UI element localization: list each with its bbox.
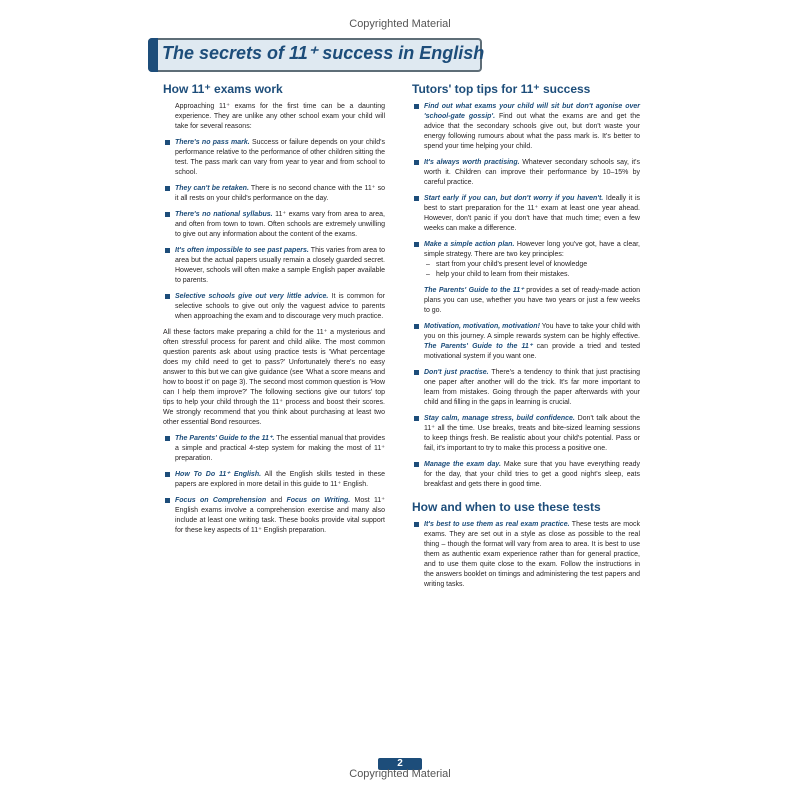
list-item: Start early if you can, but don't worry if you haven't. Ideally it is best to start preparation for the 11⁺ exam at least one year ahead. However, don't panic if you don't have that much time; even a few weeks can make a difference. <box>412 194 640 234</box>
list-item: Stay calm, manage stress, build confidence. Don't talk about the 11⁺ all the time. Use breaks, treats and bite-sized learning sessions to keep things fresh. Be realistic about your child's potential. Pass or fail, it's important to try to make this process a positive one. <box>412 414 640 454</box>
list-item: Focus on Comprehension and Focus on Writing. Most 11⁺ English exams involve a comprehension exercise and many also include at least one writing task. These books provide vital support for these key aspects of 11⁺ English preparation. <box>163 496 385 536</box>
tips-list <box>412 102 640 280</box>
list-item: Manage the exam day. Make sure that you have everything ready for the day, that your child tries to get a good night's sleep, eats breakfast and gets there in good time. <box>412 460 640 490</box>
title-banner-accent <box>148 38 158 72</box>
tips-list-continued <box>412 322 640 490</box>
bullet-square-icon <box>414 324 419 329</box>
right-column <box>412 82 640 596</box>
sublist-item: – help your child to learn from their mistakes. <box>426 271 570 278</box>
copyright-watermark-top: Copyrighted Material <box>349 18 451 30</box>
copyright-watermark-bottom: Copyrighted Material <box>349 768 451 780</box>
bullet-square-icon <box>165 248 170 253</box>
list-item: Motivation, motivation, motivation! You have to take your child with you on this journey. A simple rewards system can be highly effective. The Parents' Guide to the 11⁺ can provide a tried and tested motivational system if you want one. <box>412 322 640 362</box>
intro-paragraph: Approaching 11⁺ exams for the first time can be a daunting experience. They are unlike any other school exam your child will take for several reasons: <box>175 103 385 130</box>
principles-sublist <box>424 260 640 280</box>
list-item: Make a simple action plan. However long you've got, have a clear, simple strategy. There are two key principles: – start from your child's present level of knowledge – help your child to learn from their mistakes. <box>412 240 640 280</box>
list-item: How To Do 11⁺ English. All the English skills tested in these papers are explored in more detail in this guide to 11⁺ English. <box>163 470 385 490</box>
section-heading-tutors-tips: Tutors' top tips for 11⁺ success <box>412 82 591 96</box>
list-item: Find out what exams your child will sit but don't agonise over 'school-gate gossip'. Find out what the exams are and get the advice that the secondary schools give out, but don't waste your energy following rumours about what the pass mark is. It's better to spend your time helping your child. <box>412 102 640 152</box>
section-heading-how-exams-work: How 11⁺ exams work <box>163 82 283 96</box>
bullet-square-icon <box>414 104 419 109</box>
left-column <box>163 82 385 542</box>
parents-guide-paragraph: The Parents' Guide to the 11⁺ provides a set of ready-made action plans you can use, whether you have two years or just a few weeks to go. <box>424 287 641 314</box>
bullet-square-icon <box>414 242 419 247</box>
bullet-square-icon <box>165 498 170 503</box>
reasons-list <box>163 138 385 322</box>
list-item: It's always worth practising. Whatever secondary schools say, it's worth it. Children can improve their performance by 10–15% by careful practice. <box>412 158 640 188</box>
bullet-square-icon <box>414 370 419 375</box>
list-item: Don't just practise. There's a tendency to think that just practising one paper after another will do the trick. It's far more important to learn from mistakes. Going through the paper afterwards with your child and filling in the gaps in learning is crucial. <box>412 368 640 408</box>
list-item: There's no national syllabus. 11⁺ exams vary from area to area, and often from town to town. Often schools are extremely unwilling to give out any information about the content of the exams. <box>163 210 385 240</box>
list-item: Selective schools give out very little advice. It is common for selective schools to give out only the vaguest advice to parents when approaching the exam and to discourage very much practice. <box>163 292 385 322</box>
summary-paragraph: All these factors make preparing a child for the 11⁺ a mysterious and often stressful process for parent and child alike. The most common question parents ask about using practice tests is 'What percentage does my child need to get to pass?' Unfortunately there's no easy answer to this but we can give guidance (see 'What a score means and how to boost it' on page 3). The second most common question is 'How can I help them improve?' The following sections give our tutors' top tips to help your child through the 11⁺ process and boost their scores. We strongly recommend that you think about purchasing at least two other essential Bond resources. <box>163 329 385 426</box>
title-banner <box>148 38 485 72</box>
page-number: 2 <box>378 758 422 770</box>
list-item: It's best to use them as real exam practice. These tests are mock exams. They are set out in a style as close as possible to the real thing – though the format will vary from area to area. It is best to use them as authentic exam experience rather than for general practice, and to use them quite close to the exam. Follow the instructions in the answers booklet on timings and administering the test papers and writing tasks. <box>412 520 640 590</box>
bullet-square-icon <box>414 522 419 527</box>
bullet-square-icon <box>165 472 170 477</box>
list-item: They can't be retaken. There is no second chance with the 11⁺ so it all rests on your child's performance on the day. <box>163 184 385 204</box>
resources-list <box>163 434 385 536</box>
bullet-square-icon <box>165 294 170 299</box>
bullet-square-icon <box>414 462 419 467</box>
usage-list <box>412 520 640 590</box>
bullet-square-icon <box>165 436 170 441</box>
page-title: The secrets of 11⁺ success in English <box>162 43 485 63</box>
bullet-square-icon <box>414 196 419 201</box>
list-item: It's often impossible to see past papers. This varies from area to area but the actual papers usually remain a closely guarded secret. However, schools will often make a sample English paper available to parents. <box>163 246 385 286</box>
bullet-square-icon <box>165 212 170 217</box>
bullet-square-icon <box>414 160 419 165</box>
sublist-item: – start from your child's present level of knowledge <box>426 261 588 268</box>
list-item: There's no pass mark. Success or failure depends on your child's performance relative to the performance of other children sitting the test. The pass mark can vary from year to year and from school to school. <box>163 138 385 178</box>
list-item: The Parents' Guide to the 11⁺. The essential manual that provides a simple and practical 4-step system for making the most of 11⁺ preparation. <box>163 434 385 464</box>
bullet-square-icon <box>165 140 170 145</box>
section-heading-how-to-use: How and when to use these tests <box>412 500 601 514</box>
bullet-square-icon <box>165 186 170 191</box>
bullet-square-icon <box>414 416 419 421</box>
